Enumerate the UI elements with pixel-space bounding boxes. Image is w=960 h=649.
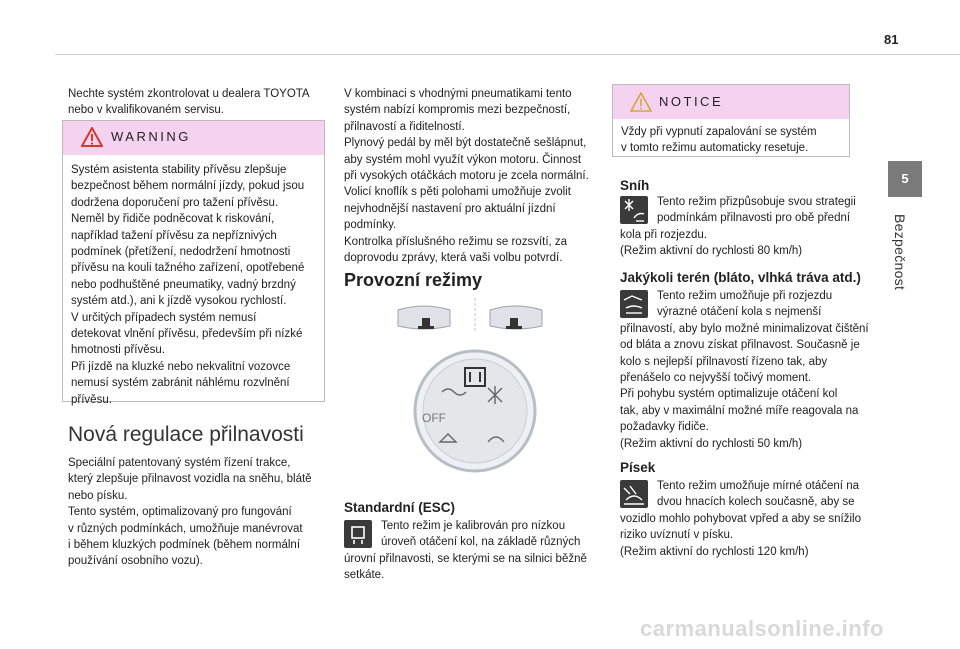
steering-wheel-right-icon	[490, 306, 542, 329]
system-line: Kontrolka příslušného režimu se rozsvítí, za	[344, 235, 568, 248]
warning-line: Neměl by řidiče podněcovat k riskování,	[71, 213, 275, 226]
system-line: Plynový pedál by měl být dostatečně sešlápnut,	[344, 137, 587, 150]
traction-line: Tento systém, optimalizovaný pro fungování	[68, 506, 292, 519]
snow-line: (Režim aktivní do rychlosti 80 km/h)	[620, 245, 803, 258]
warning-line: Při jízdě na kluzké nebo nekvalitní vozovce	[71, 360, 291, 373]
sand-line: (Režim aktivní do rychlosti 120 km/h)	[620, 545, 809, 558]
warning-line: nebo podhuštěné pneumatiky, vadný brzdný	[71, 278, 296, 291]
snow-text	[620, 194, 870, 260]
snow-line: podmínkám přilnavosti pro obě přední	[657, 212, 851, 225]
terrain-line: Při pohybu systém optimalizuje otáčení kol	[620, 388, 838, 401]
system-line: při vysokých otáčkách motoru je zcela normální.	[344, 170, 589, 183]
traction-line: používání osobního vozu).	[68, 555, 203, 568]
terrain-line: Tento režim umožňuje při rozjezdu	[657, 290, 833, 302]
warning-line: bezpečnost během normální jízdy, pokud jsou	[71, 180, 305, 193]
terrain-line: kolo s nejlepší přilnavostí řízeno tak, aby	[620, 355, 828, 368]
terrain-line: přenášelo co nejvyšší točivý moment.	[620, 372, 812, 385]
warning-line: přívěsu.	[71, 393, 112, 406]
snow-line: Tento režim přizpůsobuje svou strategii	[657, 196, 856, 208]
knob-off-label: OFF	[422, 411, 446, 425]
terrain-line: výrazné otáčení kola s nejmenší	[657, 306, 822, 319]
mode-selector-illustration	[384, 296, 566, 476]
notice-box	[612, 84, 850, 157]
warning-line: V určitých případech systém nemusí	[71, 311, 257, 324]
snow-line: kola při rozjezdu.	[620, 228, 707, 241]
traction-line: nebo písku.	[68, 489, 128, 502]
standard-line: setkáte.	[344, 569, 385, 582]
warning-line: Systém asistenta stability přívěsu zlepšuje	[71, 164, 287, 176]
notice-line: Vždy při vypnutí zapalování se systém	[621, 126, 817, 138]
warning-line: podmínek (přetížení, nedodržení hmotnosti	[71, 246, 291, 259]
warning-line: například tažení přívěsu za nepříznivých	[71, 229, 277, 242]
sand-line: Tento režim umožňuje mírné otáčení na	[657, 480, 859, 492]
notice-triangle-icon	[630, 92, 652, 112]
sand-line: riziko uvíznutí v písku.	[620, 529, 734, 542]
warning-triangle-icon	[81, 127, 103, 147]
warning-line: systém atd.), ani k jízdě vysokou rychlostí.	[71, 295, 287, 308]
system-line: V kombinaci s vhodnými pneumatikami tento	[344, 88, 572, 100]
chapter-title: Bezpečnost	[892, 214, 908, 291]
traction-line: který zlepšuje přilnavost vozidla na sněhu, blátě	[68, 473, 312, 486]
terrain-heading: Jakýkoli terén (bláto, vlhká tráva atd.)	[620, 270, 861, 285]
warning-line: hmotnosti přívěsu.	[71, 344, 165, 357]
terrain-line: od bláta a znovu získat přilnavost. Současně je	[620, 339, 860, 352]
terrain-line: (Režim aktivní do rychlosti 50 km/h)	[620, 437, 803, 450]
sand-line: vozidlo mohlo pohybovat vpřed a aby se snížilo	[620, 512, 862, 525]
page-number: 81	[884, 32, 899, 47]
notice-label: NOTICE	[659, 94, 724, 109]
system-description	[344, 86, 606, 266]
traction-description	[68, 455, 330, 570]
system-line: systém nabízí kompromis mezi bezpečností,	[344, 104, 571, 117]
warning-text	[63, 155, 324, 408]
terrain-text	[620, 288, 880, 452]
section-heading-modes: Provozní režimy	[344, 270, 483, 290]
sand-line: dvou hnacích kolech současně, aby se	[657, 496, 855, 509]
sand-text	[620, 478, 870, 560]
system-line: doprovodu zprávy, která vaši volbu potvrdí.	[344, 252, 563, 265]
system-line: nejvhodnější nastavení pro aktuální jízdní	[344, 202, 556, 215]
standard-line: úrovní přilnavosti, se kterými se na silnici běžně	[344, 552, 587, 565]
traction-line: Speciální patentovaný systém řízení trakce,	[68, 457, 291, 469]
system-line: aby systém mohl využít výkon motoru. Činnost	[344, 153, 582, 166]
chapter-tab[interactable]: 5	[888, 161, 922, 197]
traction-line: v různých podmínkách, umožňuje manévrovat	[68, 522, 303, 535]
section-heading-traction: Nová regulace přilnavosti	[68, 423, 304, 446]
standard-line: Tento režim je kalibrován pro nízkou	[381, 520, 566, 532]
warning-line: detekovat vlnění přívěsu, především při nízké	[71, 328, 303, 341]
notice-text	[613, 119, 849, 162]
snow-heading: Sníh	[620, 178, 650, 193]
terrain-line: přilnavostí, aby bylo možné minimalizovat čištění	[620, 322, 869, 335]
warning-line: přívěsu na kouli tažného zařízení, opotřebené	[71, 262, 305, 275]
standard-line: úroveň otáčení kol, na základě různých	[381, 536, 581, 549]
system-line: Volicí knoflík s pěti polohami umožňuje zvolit	[344, 186, 571, 199]
warning-line: nemusí systém zabránit náhlému rozvlnění	[71, 377, 290, 390]
intro-text: Nechte systém zkontrolovat u dealera TOYOTA nebo v kvalifikovaném servisu.	[68, 88, 309, 117]
standard-heading: Standardní (ESC)	[344, 500, 456, 515]
traction-line: i během kluzkých podmínek (během normální	[68, 539, 301, 552]
warning-header	[63, 121, 324, 155]
system-line: podmínky.	[344, 219, 397, 232]
top-rule	[55, 54, 960, 55]
warning-box	[62, 120, 325, 406]
sand-heading: Písek	[620, 460, 656, 475]
notice-line: v tomto režimu automaticky resetuje.	[621, 142, 809, 155]
standard-text	[344, 518, 606, 584]
steering-wheel-left-icon	[398, 306, 450, 329]
terrain-line: požadavky řidiče.	[620, 421, 709, 434]
warning-label: WARNING	[111, 129, 191, 144]
warning-line: dodržena doporučení pro tažení přívěsu.	[71, 196, 279, 209]
notice-header	[613, 85, 849, 119]
watermark: carmanualsonline.info	[640, 616, 884, 641]
terrain-line: tak, aby v maximální možné míře reagovala na	[620, 404, 859, 417]
system-line: přilnavostí a řiditelností.	[344, 120, 465, 133]
